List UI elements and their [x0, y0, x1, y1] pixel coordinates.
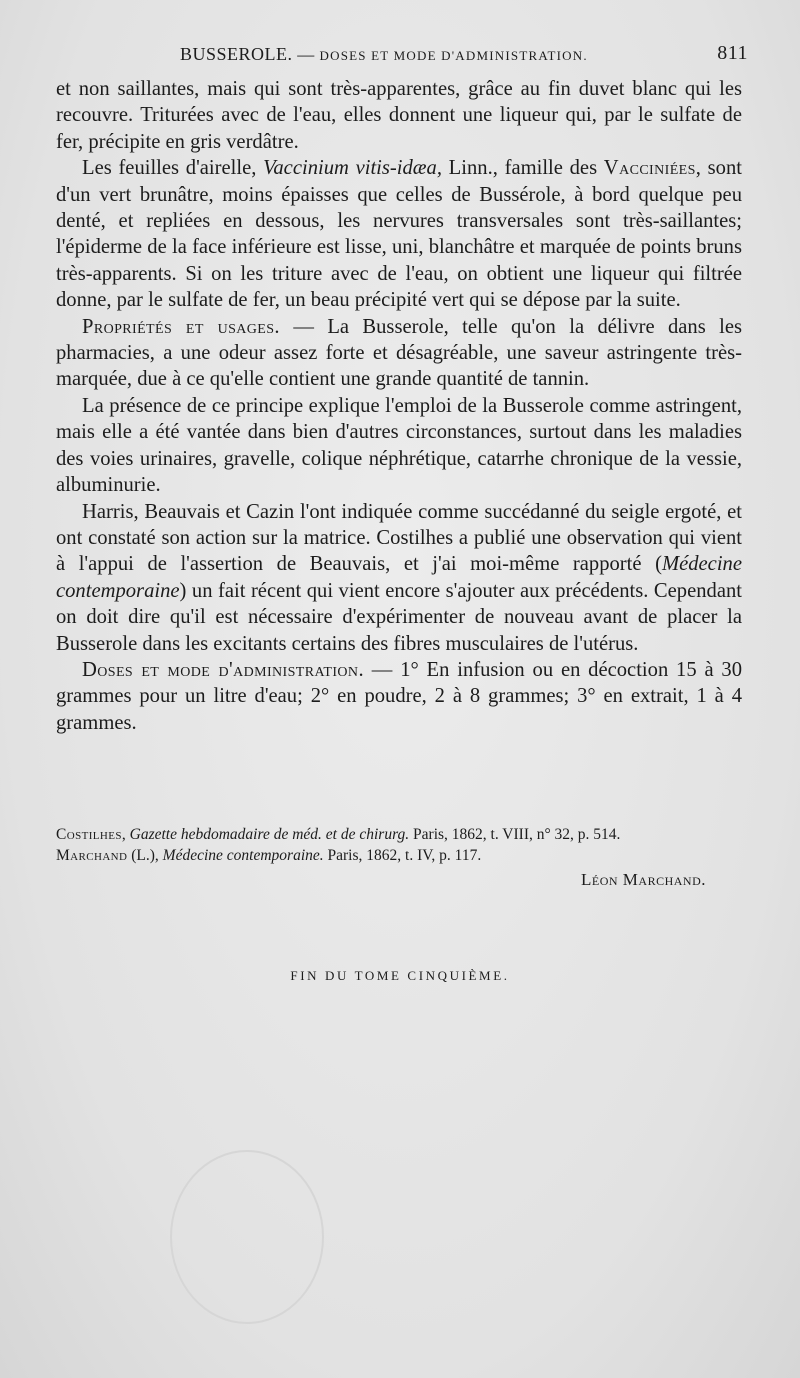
section-heading-doses: Doses et mode d'administration. — [82, 658, 364, 681]
main-text — [56, 76, 742, 736]
reference-marchand: Marchand (L.), Médecine contemporaine. Paris, 1862, t. IV, p. 117. — [56, 847, 482, 864]
reference-costilhes: Costilhes, Gazette hebdomadaire de méd. et de chirurg. Paris, 1862, t. VIII, n° 32, p. 514. — [56, 826, 621, 843]
paragraph-airelle: Les feuilles d'airelle, Vaccinium vitis-idæa, Linn., famille des Vacciniées, sont d'un vert brunâtre, moins épaisses que celles de Bussérole, à bord quelque peu denté, et repliées en dessous, les nervures transversales sont très-saillantes; l'épiderme de la face inférieure est lisse, uni, blanchâtre et marquée de points bruns très-apparents. Si on les triture avec de l'eau, on obtient une liqueur qui filtrée donne, par le sulfate de fer, un beau précipité vert qui se dépose par la suite. — [56, 157, 742, 312]
end-of-volume-note: FIN DU TOME CINQUIÈME. — [290, 968, 510, 983]
running-header — [180, 40, 748, 70]
paragraph-doses: Doses et mode d'administration. — 1° En infusion ou en décoction 15 à 30 grammes pour un litre d'eau; 2° en poudre, 2 à 8 grammes; 3° en extrait, 1 à 4 grammes. — [56, 658, 742, 734]
page-number: 811 — [717, 42, 748, 64]
paragraph-presence: La présence de ce principe explique l'emploi de la Busserole comme astringent, mais elle a été vantée dans bien d'autres circonstances, surtout dans les maladies des voies urinaires, gravelle, colique néphrétique, catarrhe chronique de la vessie, albuminurie. — [56, 394, 742, 497]
author-signature: Léon Marchand. — [581, 870, 706, 889]
running-title: BUSSEROLE. — DOSES ET MODE D'ADMINISTRATION. — [180, 44, 588, 64]
paragraph-proprietes: Propriétés et usages. — La Busserole, telle qu'on la délivre dans les pharmacies, a une odeur assez forte et désagréable, une saveur astringente très-marquée, due à ce qu'elle contient une grande quantité de tannin. — [56, 315, 742, 391]
paragraph-harris: Harris, Beauvais et Cazin l'ont indiquée comme succédanné du seigle ergoté, et ont constaté son action sur la matrice. Costilhes a publié une observation qui vient à l'appui de l'assertion de Beauvais, et j'ai moi-même rapporté (Médecine contemporaine) un fait récent qui vient encore s'ajouter aux précédents. Cependant on doit dire qu'il est nécessaire d'expérimenter de nouveau avant de placer la Busserole dans les excitants certains des fibres musculaires de l'utérus. — [56, 500, 742, 655]
section-heading-proprietes: Propriétés et usages. — [82, 315, 280, 338]
paragraph-continued: et non saillantes, mais qui sont très-apparentes, grâce au fin duvet blanc qui les recouvre. Triturées avec de l'eau, elles donnent une liqueur qui, par le sulfate de fer, précipite en gris verdâtre. — [56, 78, 742, 153]
faint-library-stamp — [170, 1150, 324, 1324]
bibliography — [56, 824, 742, 866]
